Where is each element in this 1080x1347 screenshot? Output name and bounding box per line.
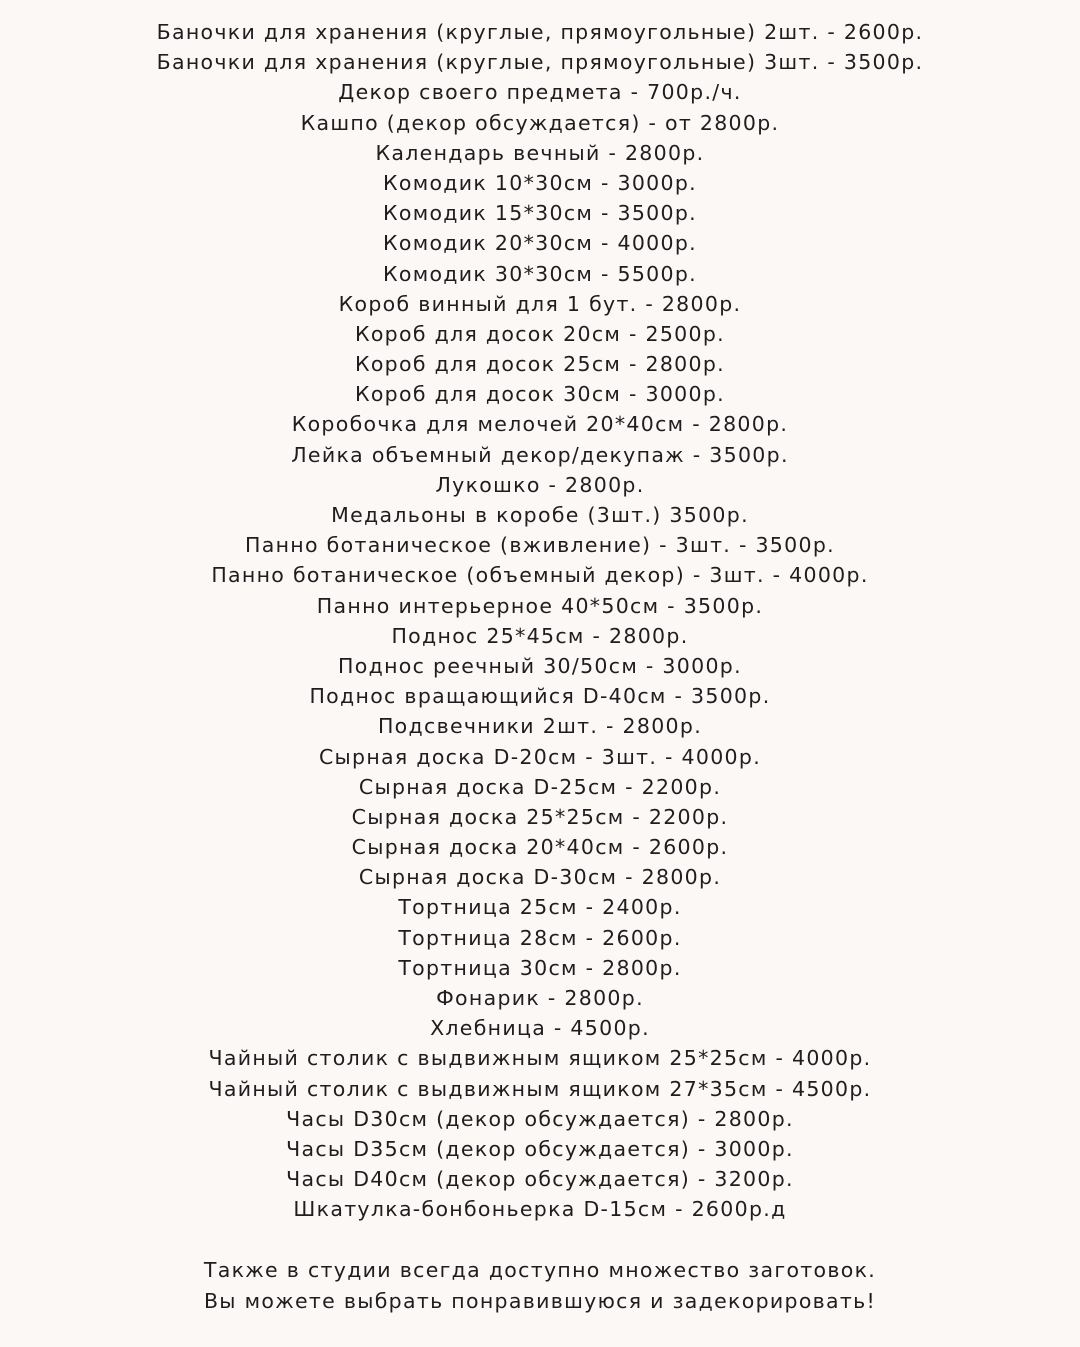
price-list-item: Короб винный для 1 бут. - 2800р. [338, 291, 742, 316]
price-list-item: Сырная доска D-20см - 3шт. - 4000р. [318, 744, 762, 769]
price-list-item: Тортница 28см - 2600р. [398, 925, 682, 950]
price-list-item: Лукошко - 2800р. [435, 472, 645, 497]
price-list [0, 17, 1080, 1225]
price-list-item: Поднос реечный 30/50см - 3000р. [338, 653, 742, 678]
price-list-item: Комодик 30*30см - 5500р. [383, 261, 697, 286]
price-list-item: Лейка объемный декор/декупаж - 3500р. [291, 442, 789, 467]
price-list-item: Сырная доска D-30см - 2800р. [358, 865, 722, 890]
price-list-item: Поднос 25*45см - 2800р. [391, 623, 689, 648]
price-list-item: Чайный столик с выдвижным ящиком 27*35см - 4500р. [208, 1076, 872, 1101]
price-list-item: Комодик 10*30см - 3000р. [383, 170, 697, 195]
price-list-item: Часы D35см (декор обсуждается) - 3000р. [286, 1136, 794, 1161]
price-list-item: Часы D40см (декор обсуждается) - 3200р. [286, 1167, 794, 1192]
price-list-item: Сырная доска D-25см - 2200р. [358, 774, 722, 799]
price-list-item: Хлебница - 4500р. [430, 1016, 650, 1041]
price-list-item: Медальоны в коробе (3шт.) 3500р. [331, 503, 749, 527]
price-list-item: Комодик 15*30см - 3500р. [383, 201, 697, 226]
price-list-item: Календарь вечный - 2800р. [375, 140, 705, 165]
price-list-item: Сырная доска 20*40см - 2600р. [351, 835, 729, 860]
price-list-item: Коробочка для мелочей 20*40см - 2800р. [291, 412, 789, 437]
price-list-item: Панно ботаническое (вживление) - 3шт. - 3500р. [245, 533, 835, 558]
price-list-item: Комодик 20*30см - 4000р. [383, 231, 697, 256]
price-list-item: Тортница 30см - 2800р. [398, 955, 682, 980]
price-list-item: Кашпо (декор обсуждается) - от 2800р. [300, 110, 780, 135]
price-list-item: Панно интерьерное 40*50см - 3500р. [316, 593, 764, 618]
price-list-item: Баночки для хранения (круглые, прямоугольные) 3шт. - 3500р. [156, 50, 924, 75]
price-list-item: Баночки для хранения (круглые, прямоугольные) 2шт. - 2600р. [156, 20, 924, 44]
price-list-item: Поднос вращающийся D-40см - 3500р. [309, 684, 771, 709]
price-list-item: Панно ботаническое (объемный декор) - 3шт. - 4000р. [211, 563, 869, 588]
price-list-item: Тортница 25см - 2400р. [398, 895, 682, 920]
price-list-item: Чайный столик с выдвижным ящиком 25*25см - 4000р. [208, 1046, 872, 1071]
price-list-item: Короб для досок 20см - 2500р. [354, 321, 725, 346]
price-list-item: Часы D30см (декор обсуждается) - 2800р. [286, 1106, 794, 1131]
footer-line-2: Вы можете выбрать понравившуюся и задекорировать! [203, 1289, 877, 1313]
footer-line-1: Также в студии всегда доступно множество заготовок. [203, 1258, 877, 1282]
price-list-item: Короб для досок 25см - 2800р. [354, 352, 725, 377]
price-list-item: Фонарик - 2800р. [436, 986, 644, 1010]
price-list-item: Короб для досок 30см - 3000р. [354, 382, 725, 407]
price-list-item: Подсвечники 2шт. - 2800р. [377, 714, 703, 739]
price-list-item: Шкатулка-бонбоньерка D-15см - 2600р.д [293, 1197, 787, 1222]
footer-note [0, 1255, 1080, 1317]
price-list-item: Декор своего предмета - 700р./ч. [338, 80, 742, 105]
price-list-item: Сырная доска 25*25см - 2200р. [351, 804, 729, 829]
